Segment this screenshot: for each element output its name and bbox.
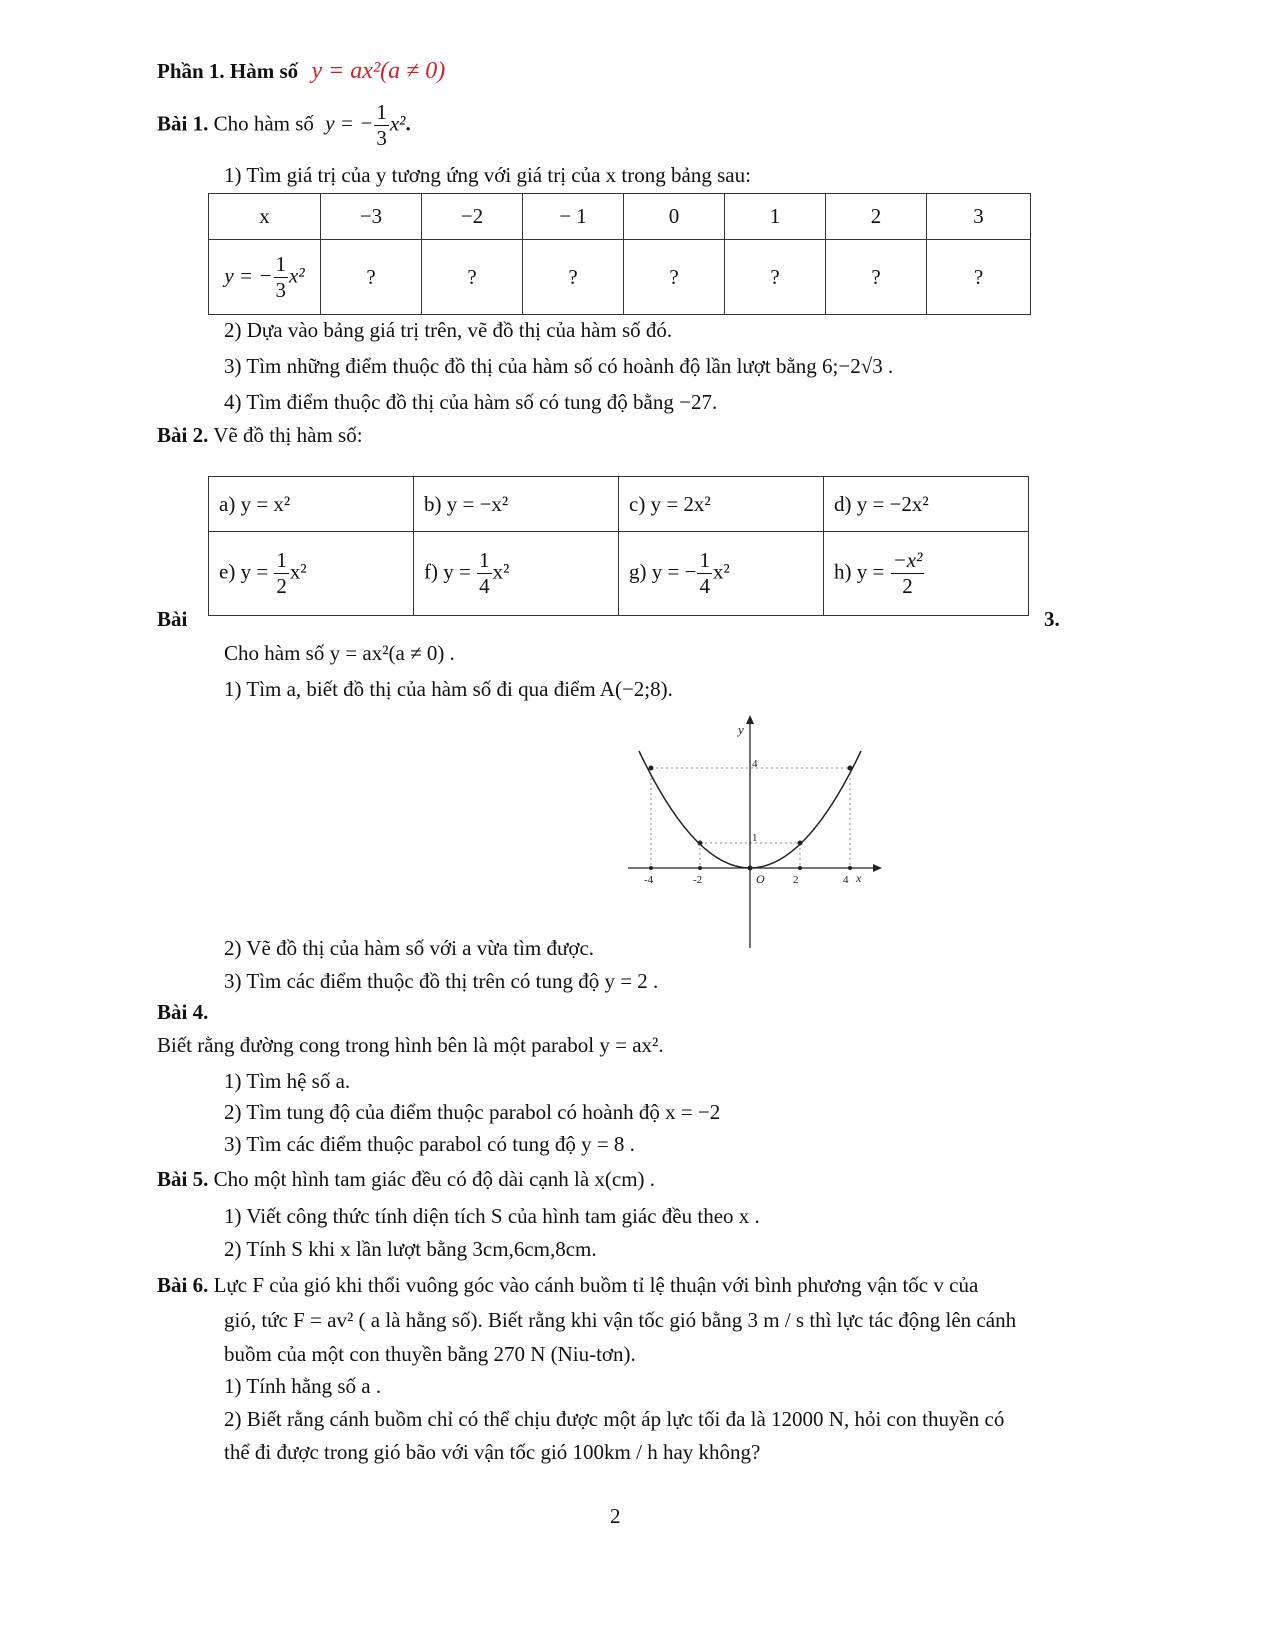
x-axis-arrow — [873, 864, 882, 872]
bai1-frac-num: 1 — [376, 100, 387, 124]
table-header-row — [209, 194, 1031, 240]
function-num: 1 — [699, 548, 710, 572]
bai3-label-left — [157, 607, 187, 632]
bai2-intro: Vẽ đồ thị hàm số: — [213, 423, 363, 447]
bai1-heading — [157, 102, 411, 149]
table-value-cell: ? — [725, 240, 826, 315]
parabol-graph — [620, 710, 890, 955]
function-fraction — [477, 550, 492, 597]
bai6-label: Bài 6. — [157, 1273, 209, 1297]
bai5-q1: 1) Viết công thức tính diện tích S của hình tam giác đều theo x . — [224, 1204, 760, 1228]
bai1-label: Bài 1. — [157, 111, 209, 136]
bai4-intro: Biết rằng đường cong trong hình bên là một parabol y = ax². — [157, 1033, 664, 1057]
function-fraction — [891, 550, 925, 597]
point — [848, 866, 852, 870]
function-prefix: f) y = — [424, 559, 471, 584]
bai1-q1: 1) Tìm giá trị của y tương ứng với giá trị của x trong bảng sau: — [224, 163, 751, 187]
table-header-cell: 2 — [826, 194, 927, 240]
function-den: 2 — [276, 574, 287, 598]
function-den: 4 — [479, 574, 490, 598]
function-den: 2 — [902, 574, 913, 598]
y-tick-label: 4 — [752, 758, 758, 770]
table-header-cell: − 1 — [523, 194, 624, 240]
bai6-heading — [157, 1273, 978, 1298]
bai3-q2: 2) Vẽ đồ thị của hàm số với a vừa tìm được. — [224, 936, 595, 960]
bai2-heading — [157, 423, 363, 448]
function-cell: d) y = −2x² — [824, 477, 1029, 532]
row-label-fraction — [274, 251, 289, 302]
function-cell: c) y = 2x² — [619, 477, 824, 532]
bai4-q1: 1) Tìm hệ số a. — [224, 1069, 351, 1093]
bai3-q1: 1) Tìm a, biết đồ thị của hàm số đi qua điểm A(−2;8). — [224, 677, 673, 701]
function-num: 1 — [276, 548, 287, 572]
bai6-line1: Lực F của gió khi thổi vuông góc vào cánh buồm tỉ lệ thuận với bình phương vận tốc v của — [213, 1273, 979, 1297]
bai2-label: Bài 2. — [157, 423, 209, 447]
point — [698, 841, 703, 846]
function-cell — [619, 532, 824, 616]
function-prefix: h) y = — [834, 559, 885, 584]
row-label-prefix: y = − — [224, 262, 273, 287]
bai1-q3: 3) Tìm những điểm thuộc đồ thị của hàm số có hoành độ lần lượt bằng 6;−2√3 . — [224, 354, 894, 378]
page-number: 2 — [610, 1504, 621, 1528]
bai4-label-text: Bài 4. — [157, 1000, 209, 1024]
origin-label: O — [756, 872, 765, 886]
bai1-frac-den: 3 — [376, 126, 387, 150]
function-cell — [824, 532, 1029, 616]
bai6-q2a: 2) Biết rằng cánh buồm chỉ có thể chịu được một áp lực tối đa là 12000 N, hỏi con thuyền có — [224, 1407, 1005, 1431]
bai1-end: . — [405, 111, 411, 136]
y-tick-label: 1 — [752, 832, 758, 844]
table-header-cell: 1 — [725, 194, 826, 240]
bai6-q2b: thể đi được trong gió bão với vận tốc gió 100km / h hay không? — [224, 1440, 761, 1464]
function-var: x² — [712, 559, 730, 584]
table-value-cell: ? — [927, 240, 1031, 315]
bai1-q4: 4) Tìm điểm thuộc đồ thị của hàm số có tung độ bằng −27. — [224, 390, 718, 414]
bai1-q2: 2) Dựa vào bảng giá trị trên, vẽ đồ thị của hàm số đó. — [224, 318, 673, 342]
function-num: −x² — [892, 548, 923, 572]
bai1-fraction — [374, 102, 389, 149]
y-axis-arrow — [746, 715, 754, 724]
point — [649, 766, 654, 771]
row-label-var: x² — [289, 262, 305, 287]
table-header-cell: −2 — [422, 194, 523, 240]
table-header-cell: −3 — [321, 194, 422, 240]
function-den: 4 — [699, 574, 710, 598]
bai5-heading — [157, 1167, 655, 1192]
bai2-function-table — [208, 476, 1029, 616]
table-value-cell: ? — [523, 240, 624, 315]
y-axis-label: y — [738, 722, 744, 737]
function-var: x² — [492, 559, 510, 584]
function-cell: a) y = x² — [209, 477, 414, 532]
x-tick-label: -2 — [693, 874, 703, 886]
bai4-q2: 2) Tìm tung độ của điểm thuộc parabol có hoành độ x = −2 — [224, 1100, 721, 1124]
part-title-text: Phần 1. Hàm số — [157, 59, 299, 83]
table-value-cell: ? — [624, 240, 725, 315]
table-header-cell: x — [209, 194, 321, 240]
bai6-line2: gió, tức F = av² ( a là hằng số). Biết rằng khi vận tốc gió bằng 3 m / s thì lực tác động lên cánh — [224, 1308, 1017, 1332]
bai1-value-table — [208, 193, 1031, 315]
function-cell — [209, 532, 414, 616]
point — [649, 866, 653, 870]
bai3-label-left-text: Bài — [157, 607, 188, 631]
part-title — [157, 58, 445, 85]
table-value-cell: ? — [826, 240, 927, 315]
bai3-label-right — [1044, 607, 1060, 632]
bai1-var: x² — [389, 111, 406, 136]
bai4-label — [157, 1000, 208, 1025]
point — [748, 866, 753, 871]
bai5-label: Bài 5. — [157, 1167, 209, 1191]
function-cell — [414, 532, 619, 616]
point — [798, 866, 802, 870]
point — [848, 766, 853, 771]
function-fraction — [274, 550, 289, 597]
table-header-cell: 0 — [624, 194, 725, 240]
point — [798, 841, 803, 846]
row-label-num: 1 — [275, 251, 287, 276]
function-prefix: e) y = — [219, 559, 269, 584]
table-value-cell: ? — [321, 240, 422, 315]
bai3-label-right-text: 3. — [1044, 607, 1060, 631]
function-row-1 — [209, 477, 1029, 532]
function-row-2 — [209, 532, 1029, 616]
x-axis-label: x — [856, 871, 862, 885]
x-tick-label: -4 — [644, 874, 654, 886]
bai6-line3: buồm của một con thuyền bằng 270 N (Niu-tơn). — [224, 1342, 636, 1366]
function-fraction — [697, 550, 712, 597]
function-num: 1 — [479, 548, 490, 572]
point — [698, 866, 702, 870]
bai5-intro: Cho một hình tam giác đều có độ dài cạnh là x(cm) . — [213, 1167, 656, 1191]
row-label-den: 3 — [275, 277, 287, 302]
bai3-intro: Cho hàm số y = ax²(a ≠ 0) . — [224, 641, 455, 665]
bai1-func-prefix: y = − — [325, 111, 374, 136]
x-tick-label: 4 — [843, 874, 849, 886]
function-prefix: g) y = − — [629, 559, 697, 584]
bai3-q3: 3) Tìm các điểm thuộc đồ thị trên có tung độ y = 2 . — [224, 969, 659, 993]
table-header-cell: 3 — [927, 194, 1031, 240]
table-value-cell: ? — [422, 240, 523, 315]
part-formula: y = ax²(a ≠ 0) — [311, 58, 446, 84]
table-value-row — [209, 240, 1031, 315]
bai1-intro: Cho hàm số — [213, 111, 314, 136]
bai6-q1: 1) Tính hằng số a . — [224, 1374, 382, 1398]
table-row-label — [209, 240, 321, 315]
function-cell: b) y = −x² — [414, 477, 619, 532]
x-tick-label: 2 — [793, 874, 799, 886]
bai5-q2: 2) Tính S khi x lần lượt bằng 3cm,6cm,8cm. — [224, 1237, 597, 1261]
bai4-q3: 3) Tìm các điểm thuộc parabol có tung độ y = 8 . — [224, 1132, 635, 1156]
function-var: x² — [289, 559, 307, 584]
